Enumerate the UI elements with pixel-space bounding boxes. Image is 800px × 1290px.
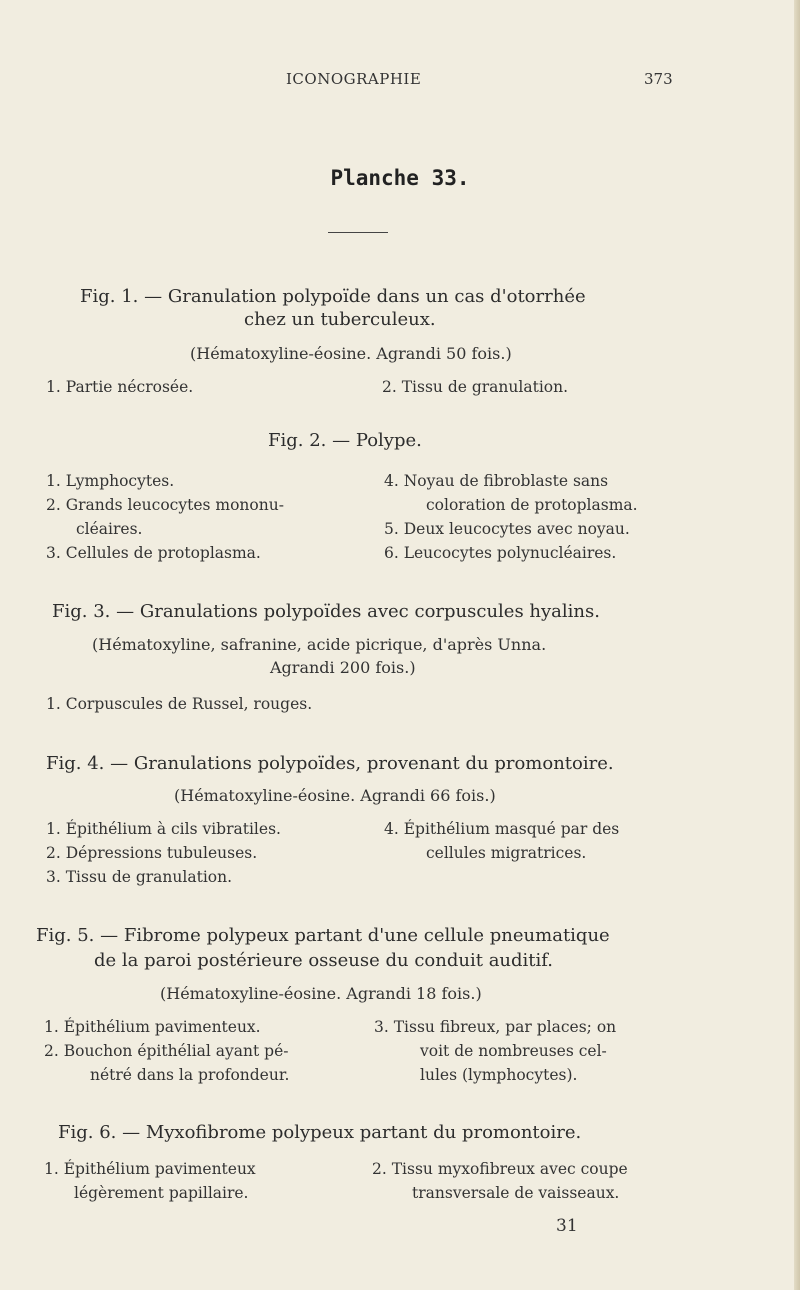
signature-mark: 31 [556, 1216, 578, 1236]
fig3-stain-line2: Agrandi 200 fois.) [270, 658, 416, 677]
fig2-item-2b: cléaires. [76, 520, 143, 538]
plate-title: Planche 33. [330, 166, 470, 190]
fig5-caption-line1: Fig. 5. — Fibrome polypeux partant d'une cellule pneumatique [36, 925, 610, 946]
fig2-item-5: 5. Deux leucocytes avec noyau. [384, 520, 630, 538]
fig4-item-2: 2. Dépressions tubuleuses. [46, 844, 258, 862]
fig2-caption: Fig. 2. — Polype. [268, 430, 422, 451]
fig5-item-2b: nétré dans la profondeur. [90, 1066, 290, 1084]
fig2-item-4a: 4. Noyau de fibroblaste sans [384, 472, 609, 490]
fig2-item-1: 1. Lymphocytes. [46, 472, 175, 490]
fig4-item-4a: 4. Épithélium masqué par des [384, 820, 620, 838]
fig4-stain: (Hématoxyline-éosine. Agrandi 66 fois.) [174, 786, 496, 805]
fig2-item-3: 3. Cellules de protoplasma. [46, 544, 261, 562]
fig6-item-1a: 1. Épithélium pavimenteux [44, 1160, 256, 1178]
fig5-item-3b: voit de nombreuses cel- [420, 1042, 607, 1060]
fig3-stain-line1: (Hématoxyline, safranine, acide picrique, d'après Unna. [92, 635, 547, 654]
page-number: 373 [644, 70, 673, 88]
running-title: ICONOGRAPHIE [286, 70, 422, 88]
fig1-item-1: 1. Partie nécrosée. [46, 378, 194, 396]
fig5-item-3a: 3. Tissu fibreux, par places; on [374, 1018, 617, 1036]
fig5-item-3c: lules (lymphocytes). [420, 1066, 578, 1084]
fig6-item-1b: légèrement papillaire. [74, 1184, 249, 1202]
fig4-item-3: 3. Tissu de granulation. [46, 868, 233, 886]
fig3-caption: Fig. 3. — Granulations polypoïdes avec corpuscules hyalins. [52, 601, 600, 622]
fig5-item-1: 1. Épithélium pavimenteux. [44, 1018, 261, 1036]
fig5-item-2a: 2. Bouchon épithélial ayant pé- [44, 1042, 289, 1060]
fig4-caption: Fig. 4. — Granulations polypoïdes, provenant du promontoire. [46, 753, 614, 774]
fig2-item-4b: coloration de protoplasma. [426, 496, 638, 514]
fig1-caption-line2: chez un tuberculeux. [244, 309, 436, 330]
fig2-item-2a: 2. Grands leucocytes mononu- [46, 496, 284, 514]
fig4-item-4b: cellules migratrices. [426, 844, 587, 862]
fig1-caption-line1: Fig. 1. — Granulation polypoïde dans un cas d'otorrhée [80, 286, 586, 307]
fig1-stain: (Hématoxyline-éosine. Agrandi 50 fois.) [190, 344, 512, 363]
fig5-caption-line2: de la paroi postérieure osseuse du conduit auditif. [94, 950, 554, 971]
fig6-caption: Fig. 6. — Myxofibrome polypeux partant du promontoire. [58, 1122, 582, 1143]
page-edge [794, 0, 800, 1290]
title-divider [328, 232, 388, 233]
fig6-item-2b: transversale de vaisseaux. [412, 1184, 620, 1202]
fig3-item-1: 1. Corpuscules de Russel, rouges. [46, 695, 313, 713]
fig5-stain: (Hématoxyline-éosine. Agrandi 18 fois.) [160, 984, 482, 1003]
fig2-item-6: 6. Leucocytes polynucléaires. [384, 544, 617, 562]
fig6-item-2a: 2. Tissu myxofibreux avec coupe [372, 1160, 628, 1178]
fig1-item-2: 2. Tissu de granulation. [382, 378, 569, 396]
fig4-item-1: 1. Épithélium à cils vibratiles. [46, 820, 281, 838]
